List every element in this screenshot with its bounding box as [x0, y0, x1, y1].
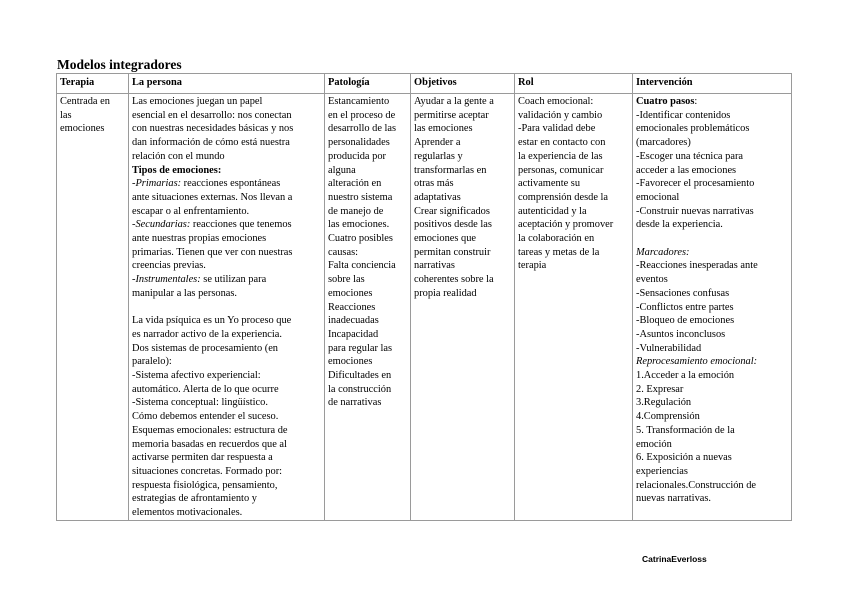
- patologia-line: Incapacidad: [328, 328, 379, 340]
- rol-line: aceptación y promover: [518, 219, 614, 231]
- persona-vida-line: Cómo debemos entender el suceso.: [132, 411, 279, 423]
- marcador-item: -Asuntos inconclusos: [636, 328, 726, 340]
- primarias-text-0: reacciones espontáneas: [181, 178, 281, 190]
- persona-intro-line: relación con el mundo: [132, 150, 225, 162]
- objetivos-line: narrativas: [414, 260, 455, 272]
- cell-patologia: [325, 94, 411, 521]
- cuatro-pasos-item: acceder a las emociones: [636, 164, 737, 176]
- patologia-line: Cuatro posibles: [328, 233, 393, 245]
- page-title: Modelos integradores: [57, 57, 182, 72]
- primarias-text-2: escapar o al enfrentamiento.: [132, 205, 250, 217]
- patologia-line: desarrollo de las: [328, 123, 397, 135]
- cuatro-pasos-title: Cuatro pasos: [636, 96, 695, 107]
- terapia-line: las: [60, 109, 72, 121]
- persona-vida-line: respuesta fisiológica, pensamiento,: [132, 479, 278, 491]
- cuatro-pasos-item: emocional: [636, 191, 680, 203]
- persona-vida-line: -Sistema afectivo experiencial:: [132, 370, 261, 382]
- objetivos-line: Crear significados: [414, 205, 490, 217]
- cuatro-pasos-item: -Identificar contenidos: [636, 109, 731, 121]
- objetivos-line: propia realidad: [414, 287, 477, 299]
- secundarias-text-1: ante nuestras propias emociones: [132, 233, 267, 245]
- persona-vida-line: Esquemas emocionales: estructura de: [132, 424, 288, 436]
- rol-line: tareas y metas de la: [518, 246, 600, 258]
- objetivos-line: emociones que: [414, 233, 477, 245]
- patologia-line: producida por: [328, 150, 386, 162]
- secundarias-text-0: reacciones que tenemos: [190, 219, 292, 231]
- objetivos-line: positivos desde las: [414, 219, 492, 231]
- objetivos-line: otras más: [414, 178, 454, 190]
- models-table: [56, 73, 792, 521]
- objetivos-line: Ayudar a la gente a: [414, 96, 494, 107]
- persona-vida-line: elementos motivacionales.: [132, 507, 243, 519]
- reprocesamiento-item: nuevas narrativas.: [636, 493, 712, 505]
- cuatro-pasos-item: desde la experiencia.: [636, 219, 723, 231]
- persona-intro-line: dan información de cómo está nuestra: [132, 137, 290, 149]
- patologia-line: las emociones.: [328, 219, 390, 231]
- marcadores-title: Marcadores:: [636, 246, 690, 258]
- rol-line: comprensión desde la: [518, 191, 609, 203]
- primarias-label: -Primarias:: [132, 178, 182, 190]
- marcador-item: -Bloqueo de emociones: [636, 315, 735, 327]
- persona-vida-line: paralelo):: [132, 356, 172, 368]
- marcadores-list: [636, 259, 789, 355]
- rol-line: activamente su: [518, 178, 581, 190]
- objetivos-line: coherentes sobre la: [414, 274, 494, 286]
- rol-line: Coach emocional:: [518, 96, 594, 107]
- rol-line: autenticidad y la: [518, 205, 587, 217]
- patologia-line: causas:: [328, 246, 359, 258]
- persona-vida-line: activarse permiten dar respuesta a: [132, 452, 273, 464]
- header-la-persona: La persona: [129, 74, 325, 94]
- terapia-line: Centrada en: [60, 96, 110, 107]
- objetivos-line: regularlas y: [414, 150, 463, 162]
- header-patologia: Patología: [325, 74, 411, 94]
- table-row: [57, 94, 792, 521]
- secundarias-text-2: primarias. Tienen que ver con nuestras: [132, 246, 293, 258]
- patologia-line: Falta conciencia: [328, 260, 396, 272]
- patologia-line: personalidades: [328, 137, 390, 149]
- persona-intro-line: con nuestras necesidades básicas y nos: [132, 123, 294, 135]
- objetivos-line: las emociones: [414, 123, 473, 135]
- rol-line: la colaboración en: [518, 233, 595, 245]
- header-rol: Rol: [515, 74, 633, 94]
- rol-line: -Para validad debe: [518, 123, 596, 135]
- reprocesamiento-item: experiencias: [636, 465, 688, 477]
- patologia-line: en el proceso de: [328, 109, 396, 121]
- cell-intervencion: [633, 94, 792, 521]
- persona-vida-line: Dos sistemas de procesamiento (en: [132, 342, 279, 354]
- patologia-line: sobre las: [328, 274, 365, 286]
- objetivos-line: permitan construir: [414, 246, 491, 258]
- header-intervencion: Intervención: [633, 74, 792, 94]
- cuatro-pasos-colon: :: [694, 96, 698, 107]
- patologia-line: alguna: [328, 164, 356, 176]
- patologia-line: la construcción: [328, 383, 392, 395]
- cuatro-pasos-list: [636, 109, 789, 232]
- reprocesamiento-item: 4.Comprensión: [636, 411, 700, 423]
- reprocesamiento-item: 3.Regulación: [636, 397, 692, 409]
- cuatro-pasos-item: -Construir nuevas narrativas: [636, 205, 754, 217]
- persona-vida-line: memoria basadas en recuerdos que al: [132, 438, 287, 450]
- secundarias-text-3: creencias previas.: [132, 260, 206, 272]
- cuatro-pasos-item: -Favorecer el procesamiento: [636, 178, 755, 190]
- reprocesamiento-title: Reprocesamiento emocional:: [636, 356, 758, 368]
- patologia-line: Reacciones: [328, 301, 376, 313]
- terapia-line: emociones: [60, 123, 105, 135]
- objetivos-line: permitirse aceptar: [414, 109, 489, 121]
- cell-la-persona: [129, 94, 325, 521]
- marcador-item: -Vulnerabilidad: [636, 342, 702, 354]
- patologia-line: Dificultades en: [328, 370, 392, 382]
- secundarias-label: -Secundarias:: [132, 219, 191, 231]
- instrumentales-label: -Instrumentales:: [132, 274, 201, 286]
- marcador-item: -Sensaciones confusas: [636, 287, 730, 299]
- cell-rol: [515, 94, 633, 521]
- patologia-line: emociones: [328, 287, 373, 299]
- cell-objetivos: [411, 94, 515, 521]
- patologia-line: para regular las: [328, 342, 393, 354]
- persona-intro-line: esencial en el desarrollo: nos conectan: [132, 109, 292, 121]
- primarias-text-1: ante situaciones externas. Nos llevan a: [132, 191, 293, 203]
- rol-line: estar en contacto con: [518, 137, 606, 149]
- tipos-title: Tipos de emociones:: [132, 164, 222, 176]
- cell-terapia: [57, 94, 129, 521]
- cuatro-pasos-item: emocionales problemáticos: [636, 123, 750, 135]
- objetivos-line: transformarlas en: [414, 164, 487, 176]
- reprocesamiento-item: relacionales.Construcción de: [636, 479, 757, 491]
- instrumentales-text-1: manipular a las personas.: [132, 287, 238, 299]
- reprocesamiento-item: 2. Expresar: [636, 383, 684, 395]
- patologia-line: nuestro sistema: [328, 191, 393, 203]
- patologia-line: Estancamiento: [328, 96, 390, 107]
- objetivos-line: adaptativas: [414, 191, 461, 203]
- header-terapia: Terapia: [57, 74, 129, 94]
- rol-line: validación y cambio: [518, 109, 603, 121]
- patologia-line: de narrativas: [328, 397, 382, 409]
- header-row: [57, 74, 792, 94]
- footer-author: CatrinaEverloss: [642, 554, 707, 564]
- persona-vida-line: -Sistema conceptual: lingüístico.: [132, 397, 268, 409]
- marcador-item: -Conflictos entre partes: [636, 301, 734, 313]
- patologia-line: de manejo de: [328, 205, 384, 217]
- marcador-item: -Reacciones inesperadas ante: [636, 260, 758, 272]
- persona-vida-line: es narrador activo de la experiencia.: [132, 328, 283, 340]
- reprocesamiento-item: 5. Transformación de la: [636, 424, 735, 436]
- patologia-line: emociones: [328, 356, 373, 368]
- persona-vida-line: La vida psíquica es un Yo proceso que: [132, 315, 292, 327]
- patologia-line: inadecuadas: [328, 315, 379, 327]
- rol-line: la experiencia de las: [518, 150, 603, 162]
- persona-vida-line: automático. Alerta de lo que ocurre: [132, 383, 279, 395]
- reprocesamiento-item: emoción: [636, 438, 672, 450]
- persona-vida-line: estrategias de afrontamiento y: [132, 493, 257, 505]
- patologia-line: alteración en: [328, 178, 382, 190]
- persona-vida: [132, 314, 322, 520]
- reprocesamiento-item: 1.Acceder a la emoción: [636, 370, 735, 382]
- persona-intro-line: Las emociones juegan un papel: [132, 96, 263, 107]
- marcador-item: eventos: [636, 274, 668, 286]
- cuatro-pasos-item: -Escoger una técnica para: [636, 150, 744, 162]
- reprocesamiento-list: [636, 369, 789, 506]
- instrumentales-text-0: se utilizan para: [200, 274, 267, 286]
- rol-line: personas, comunicar: [518, 164, 604, 176]
- objetivos-line: Aprender a: [414, 137, 461, 149]
- header-objetivos: Objetivos: [411, 74, 515, 94]
- persona-vida-line: situaciones concretas. Formado por:: [132, 465, 283, 477]
- rol-line: terapia: [518, 260, 547, 272]
- cuatro-pasos-item: (marcadores): [636, 137, 691, 149]
- reprocesamiento-item: 6. Exposición a nuevas: [636, 452, 732, 464]
- persona-intro: [132, 95, 322, 164]
